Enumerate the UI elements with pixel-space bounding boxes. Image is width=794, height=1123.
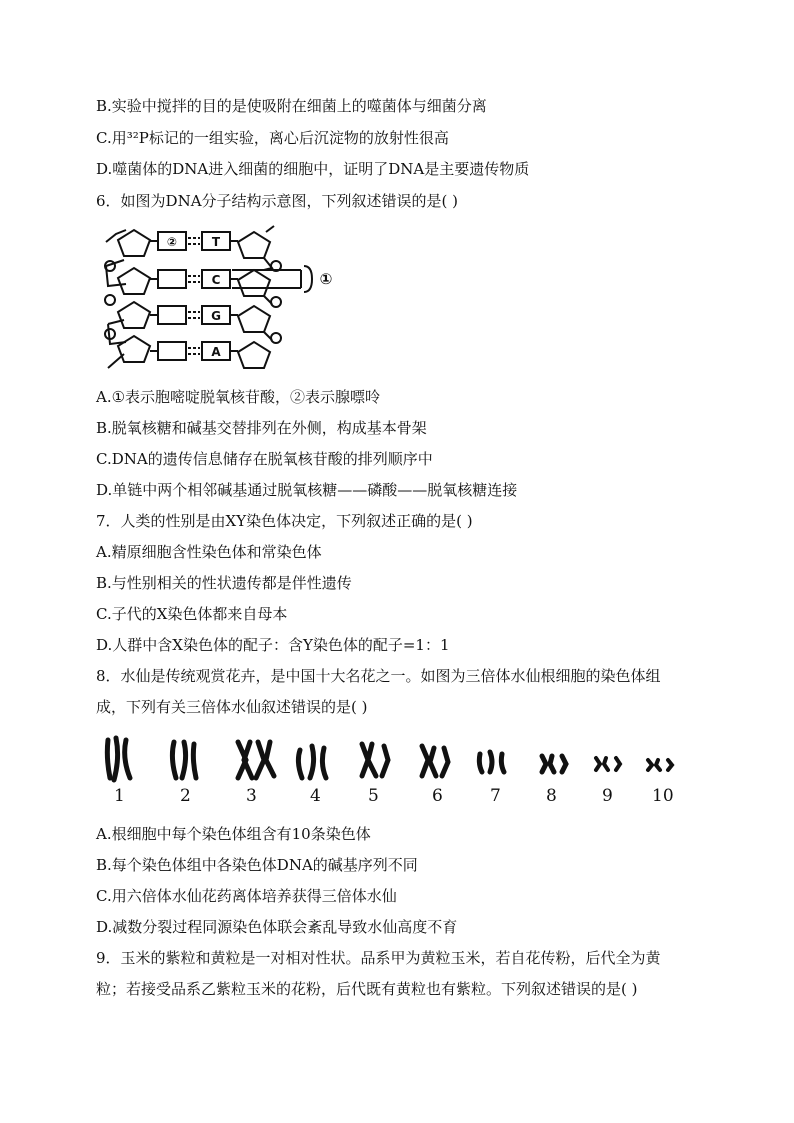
q7-option-b: B.与性别相关的性状遗传都是伴性遗传	[96, 574, 352, 592]
q9-stem-line1: 9．玉米的紫粒和黄粒是一对相对性状。品系甲为黄粒玉米，若自花传粉，后代全为黄	[96, 949, 661, 967]
q8-option-d: D.减数分裂过程同源染色体联会紊乱导致水仙高度不育	[96, 918, 458, 936]
base-label-t: T	[211, 235, 221, 249]
q5-option-d: D.噬菌体的DNA进入细菌的细胞中，证明了DNA是主要遗传物质	[96, 160, 530, 178]
q6-stem: 6．如图为DNA分子结构示意图，下列叙述错误的是( )	[96, 192, 459, 210]
karyotype-label-8: 8	[546, 786, 557, 806]
q7-option-a: A.精原细胞含性染色体和常染色体	[96, 543, 322, 561]
q6-option-b: B.脱氧核糖和碱基交替排列在外侧，构成基本骨架	[96, 419, 427, 437]
karyotype-label-5: 5	[368, 786, 379, 806]
dna-structure-figure	[96, 222, 346, 374]
q8-option-a: A.根细胞中每个染色体组含有10条染色体	[96, 825, 371, 843]
figure-label-1: ①	[319, 270, 333, 288]
q8-stem-line2: 成，下列有关三倍体水仙叙述错误的是( )	[96, 698, 368, 716]
q7-option-d: D.人群中含X染色体的配子：含Y染色体的配子=1：1	[96, 636, 450, 654]
karyotype-label-6: 6	[432, 786, 443, 806]
q5-option-c: C.用³²P标记的一组实验，离心后沉淀物的放射性很高	[96, 129, 449, 147]
q8-stem-line1: 8．水仙是传统观赏花卉，是中国十大名花之一。如图为三倍体水仙根细胞的染色体组	[96, 667, 661, 685]
karyotype-figure	[96, 734, 696, 810]
q5-option-b: B.实验中搅拌的目的是使吸附在细菌上的噬菌体与细菌分离	[96, 97, 487, 115]
base-label-c: C	[211, 273, 221, 287]
figure-label-2: ②	[166, 235, 178, 249]
karyotype-label-4: 4	[310, 786, 321, 806]
q7-stem: 7．人类的性别是由XY染色体决定，下列叙述正确的是( )	[96, 512, 473, 530]
q8-option-b: B.每个染色体组中各染色体DNA的碱基序列不同	[96, 856, 418, 874]
karyotype-label-1: 1	[114, 786, 125, 806]
q7-option-c: C.子代的X染色体都来自母本	[96, 605, 288, 623]
q6-option-c: C.DNA的遗传信息储存在脱氧核苷酸的排列顺序中	[96, 450, 433, 468]
karyotype-label-9: 9	[602, 786, 613, 806]
base-label-g: G	[211, 309, 221, 323]
karyotype-label-7: 7	[490, 786, 501, 806]
karyotype-label-3: 3	[246, 786, 257, 806]
q8-option-c: C.用六倍体水仙花药离体培养获得三倍体水仙	[96, 887, 397, 905]
karyotype-chromosomes	[96, 734, 696, 784]
q6-option-a: A.①表示胞嘧啶脱氧核苷酸，②表示腺嘌呤	[96, 388, 381, 406]
karyotype-label-10: 10	[652, 786, 674, 806]
karyotype-label-2: 2	[180, 786, 191, 806]
q9-stem-line2: 粒；若接受品系乙紫粒玉米的花粉，后代既有黄粒也有紫粒。下列叙述错误的是( )	[96, 980, 638, 998]
q6-option-d: D.单链中两个相邻碱基通过脱氧核糖——磷酸——脱氧核糖连接	[96, 481, 518, 499]
base-label-a: A	[211, 345, 221, 359]
